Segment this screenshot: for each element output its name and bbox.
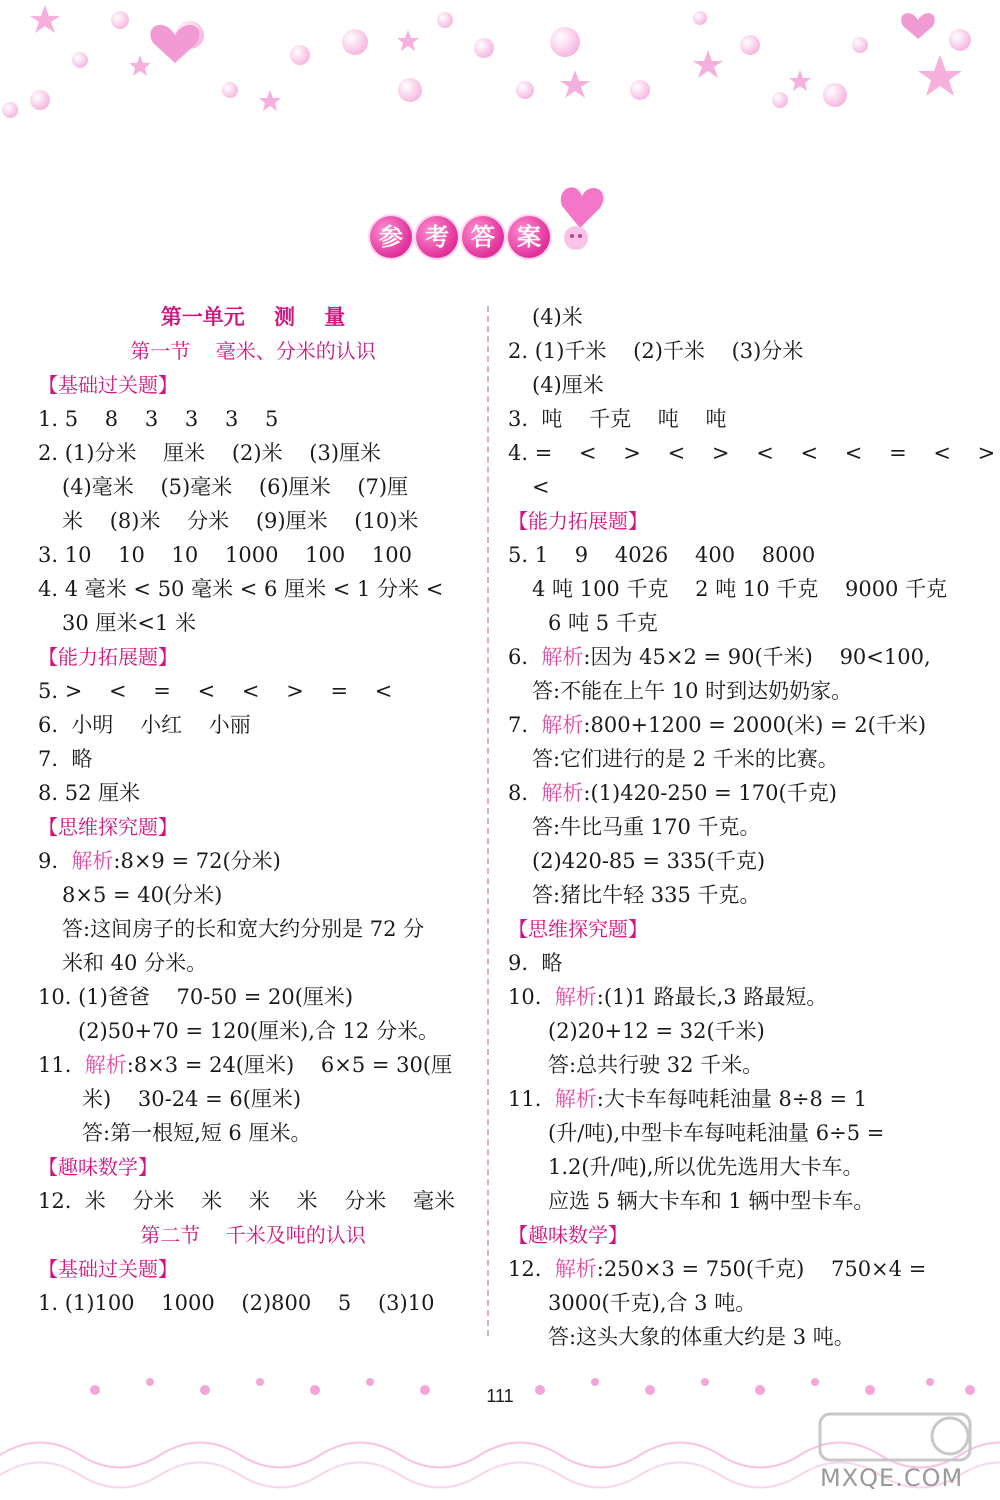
answer-line: 5. 1 9 4026 400 8000 [508, 543, 816, 567]
answer-line [508, 1252, 938, 1286]
answer-key-title [370, 178, 630, 268]
answer-text: :(1)1 路最长,3 路最短。 [596, 985, 828, 1009]
answer-line: 6. 小明 小红 小丽 [38, 713, 251, 737]
answer-line: 8. 52 厘米 [38, 781, 141, 805]
analysis-label: 解析 [541, 645, 584, 669]
title-char: 答 [462, 216, 504, 258]
analysis-label: 解析 [71, 849, 114, 873]
title-char: 考 [416, 216, 458, 258]
answer-number: 11. [508, 1087, 555, 1111]
answer-text: :250×3 = 750(千克) 750×4 = [596, 1257, 927, 1281]
answer-line: 2. (1)分米 厘米 (2)米 (3)厘米 [38, 441, 382, 465]
analysis-label: 解析 [541, 713, 584, 737]
left-column [38, 300, 468, 1320]
section-heading: 第二节 千米及吨的认识 [140, 1223, 366, 1247]
answer-line [508, 1082, 938, 1116]
answer-line: 1.2(升/吨),所以优先选用大卡车。 [548, 1155, 864, 1179]
answer-text: :因为 45×2 = 90(千米) 90<100, [583, 645, 931, 669]
exercise-category-tag: 【思维探究题】 [38, 815, 178, 839]
answer-line: 1. 5 8 3 3 3 5 [38, 407, 279, 431]
answer-line: (升/吨),中型卡车每吨耗油量 6÷5 = [548, 1121, 885, 1145]
answer-line: (4)厘米 [532, 373, 604, 397]
answer-line: 答:牛比马重 170 千克。 [532, 815, 761, 839]
heart-icon [552, 178, 608, 258]
answer-line: 答:不能在上午 10 时到达奶奶家。 [532, 679, 853, 703]
answer-line: 应选 5 辆大卡车和 1 辆中型卡车。 [548, 1189, 875, 1213]
exercise-category-tag: 【趣味数学】 [508, 1223, 628, 1247]
answer-line: 答:第一根短,短 6 厘米。 [82, 1121, 312, 1145]
answer-line: (2)50+70 = 120(厘米),合 12 分米。 [78, 1019, 439, 1043]
answer-text: :8×9 = 72(分米) [113, 849, 281, 873]
unit-heading: 第一单元 测 量 [160, 305, 346, 329]
answer-line: 8×5 = 40(分米) [62, 883, 223, 907]
answer-line: 3000(千克),合 3 吨。 [548, 1291, 757, 1315]
answer-number: 6. [508, 645, 542, 669]
answer-line: 答:这头大象的体重大约是 3 吨。 [548, 1325, 855, 1349]
answer-text: :(1)420-250 = 170(千克) [583, 781, 837, 805]
page-number: 111 [486, 1386, 514, 1406]
watermark-logo [800, 1408, 990, 1494]
answer-line: (2)20+12 = 32(千米) [548, 1019, 765, 1043]
watermark-text: MXQE.COM [820, 1464, 964, 1492]
answer-line: 4. = < > < > < < < = < > [508, 441, 996, 465]
answer-line: 4. 4 毫米 < 50 毫米 < 6 厘米 < 1 分米 < [38, 577, 444, 601]
answer-line [508, 980, 938, 1014]
answer-text: :8×3 = 24(厘米) 6×5 = 30(厘 [126, 1053, 453, 1077]
exercise-category-tag: 【基础过关题】 [38, 373, 178, 397]
analysis-label: 解析 [541, 781, 584, 805]
answer-line: 答:猪比牛轻 335 千克。 [532, 883, 761, 907]
answer-number: 11. [38, 1053, 85, 1077]
answer-number: 7. [508, 713, 542, 737]
answer-line [38, 844, 468, 878]
answer-number: 12. [508, 1257, 555, 1281]
exercise-category-tag: 【基础过关题】 [38, 1257, 178, 1281]
answer-line: 3. 吨 千克 吨 吨 [508, 407, 727, 431]
answer-line: 米) 30-24 = 6(厘米) [82, 1087, 302, 1111]
exercise-category-tag: 【能力拓展题】 [508, 509, 648, 533]
exercise-category-tag: 【能力拓展题】 [38, 645, 178, 669]
answer-line: 米和 40 分米。 [62, 951, 208, 975]
analysis-label: 解析 [554, 985, 597, 1009]
answer-line: 5. > < = < < > = < [38, 679, 393, 703]
answer-line: 1. (1)100 1000 (2)800 5 (3)10 [38, 1291, 435, 1315]
answer-line [508, 708, 938, 742]
analysis-label: 解析 [554, 1087, 597, 1111]
answer-line: 3. 10 10 10 1000 100 100 [38, 543, 412, 567]
title-char: 参 [370, 216, 412, 258]
answer-line: 6 吨 5 千克 [548, 611, 658, 635]
answer-line: 答:总共行驶 32 千米。 [548, 1053, 764, 1077]
answer-line: 2. (1)千米 (2)千米 (3)分米 [508, 339, 804, 363]
answer-line [508, 776, 938, 810]
title-char: 案 [508, 216, 550, 258]
top-decoration [0, 0, 1000, 130]
answer-line: 12. 米 分米 米 米 米 分米 毫米 [38, 1189, 455, 1213]
answer-line: 答:这间房子的长和宽大约分别是 72 分 [62, 917, 425, 941]
column-divider [487, 306, 489, 1336]
answer-line: (4)米 [532, 305, 583, 329]
answer-line: (2)420-85 = 335(千克) [532, 849, 766, 873]
answer-line: 4 吨 100 千克 2 吨 10 千克 9000 千克 [532, 577, 948, 601]
exercise-category-tag: 【思维探究题】 [508, 917, 648, 941]
answer-number: 8. [508, 781, 542, 805]
answer-line: 答:它们进行的是 2 千米的比赛。 [532, 747, 839, 771]
answer-text: :大卡车每吨耗油量 8÷8 = 1 [596, 1087, 868, 1111]
watermark-badge-icon [800, 1408, 990, 1468]
answer-line: 30 厘米<1 米 [62, 611, 197, 635]
analysis-label: 解析 [84, 1053, 127, 1077]
answer-line [38, 1048, 468, 1082]
answer-number: 10. [508, 985, 555, 1009]
answer-number: 9. [38, 849, 72, 873]
answer-line: 9. 略 [508, 951, 563, 975]
exercise-category-tag: 【趣味数学】 [38, 1155, 158, 1179]
answer-line: 7. 略 [38, 747, 93, 771]
answer-text: :800+1200 = 2000(米) = 2(千米) [583, 713, 927, 737]
answer-line [508, 640, 938, 674]
answer-line: 10. (1)爸爸 70-50 = 20(厘米) [38, 985, 354, 1009]
answer-line: < [532, 475, 550, 499]
section-heading: 第一节 毫米、分米的认识 [130, 339, 376, 363]
analysis-label: 解析 [554, 1257, 597, 1281]
answer-line: 米 (8)米 分米 (9)厘米 (10)米 [62, 509, 419, 533]
answer-line: (4)毫米 (5)毫米 (6)厘米 (7)厘 [62, 475, 409, 499]
right-column [508, 300, 996, 1354]
